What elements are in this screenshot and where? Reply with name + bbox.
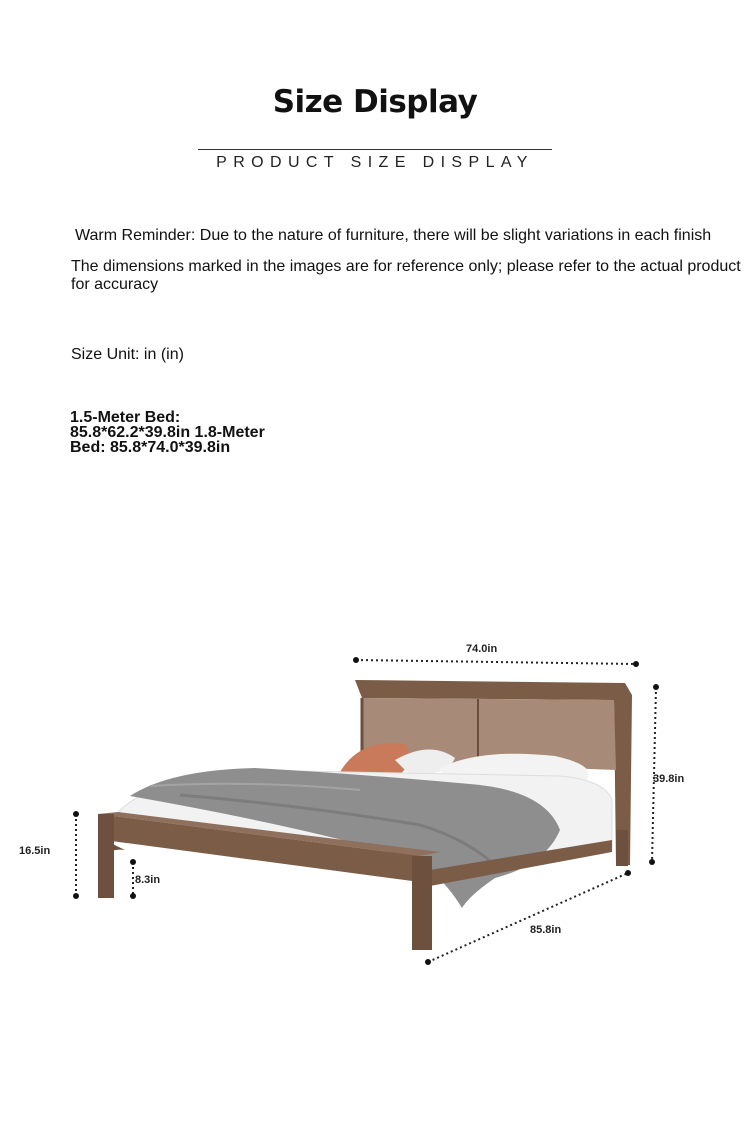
size-unit: Size Unit: in (in) (71, 346, 184, 363)
label-clearance: 8.3in (135, 874, 161, 886)
bed-sizes (70, 410, 310, 455)
page-subtitle: PRODUCT SIZE DISPLAY (216, 154, 534, 171)
bed-size-line-1: 1.5-Meter Bed: (70, 409, 181, 426)
bed-size-line-2: 85.8*62.2*39.8in 1.8-Meter (70, 424, 265, 441)
dimensions-note: The dimensions marked in the images are for reference only; please refer to the actual product for accuracy (71, 258, 741, 293)
label-width: 74.0in (466, 643, 498, 655)
page-title: Size Display (272, 84, 478, 120)
warm-reminder-text: Warm Reminder: Due to the nature of furniture, there will be slight variations in each finish (75, 227, 712, 244)
dimension-width-line (353, 657, 639, 667)
label-length: 85.8in (530, 924, 562, 936)
label-footboard-height: 16.5in (19, 845, 51, 857)
dimension-footboard-line (73, 811, 79, 899)
label-headboard-height: 39.8in (653, 773, 685, 785)
title-divider (198, 149, 552, 150)
bed-size-line-3: Bed: 85.8*74.0*39.8in (70, 439, 231, 456)
bed-illustration (0, 600, 750, 980)
bed-leg-back-right (616, 830, 628, 866)
